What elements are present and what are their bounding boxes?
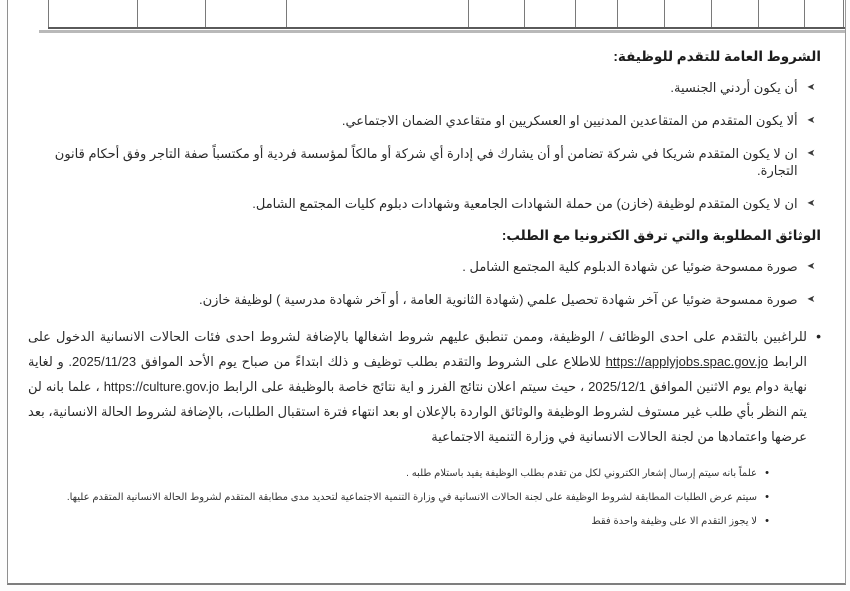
table-cell [618, 0, 665, 27]
note-text: سيتم عرض الطلبات المطابقة لشروط الوظيفة على لجنة الحالات الانسانية في وزارة التنمية الاجتماعية لتحديد مدى مطابقة المتقدم لشروط الحالة الانسانية المتقدم عليها. [66, 492, 757, 503]
arrow-bullet-icon: ➤ [806, 198, 815, 209]
list-item-text: ألا يكون المتقدم من المتقاعدين المدنيين او العسكريين او متقاعدي الضمان الاجتماعي. [341, 113, 798, 128]
table-cell [576, 0, 618, 27]
paragraph-text [28, 324, 807, 449]
table-shadow-line [39, 30, 845, 33]
table-cell [665, 0, 712, 27]
table-cell [712, 0, 759, 27]
table-cell [206, 0, 287, 27]
list-item-text: أن يكون أردني الجنسية. [670, 80, 798, 95]
table-cell [525, 0, 576, 27]
arrow-bullet-icon: ➤ [806, 261, 815, 272]
bullet-icon: • [816, 328, 821, 344]
job-table-bottom-row [48, 0, 845, 29]
note-item [28, 515, 769, 528]
table-cell [48, 0, 138, 27]
section-title-required-documents: الوثائق المطلوبة والتي ترفق الكترونيا مع الطلب: [501, 228, 821, 243]
list-item-text: ان لا يكون المتقدم شريكا في شركة تضامن أو أن يشارك في إدارة أي شركة أو مالكاً لمؤسسة فردية أو مكتسباً صفة التاجر وفق أحكام قانون التجارة. [54, 146, 798, 178]
list-item [28, 195, 815, 212]
arrow-bullet-icon: ➤ [806, 148, 815, 159]
list-item [28, 258, 815, 275]
list-item [28, 79, 815, 96]
applyjobs-link[interactable]: https://applyjobs.spac.gov.jo [605, 354, 768, 369]
list-item-text: ان لا يكون المتقدم لوظيفة (خازن) من حملة الشهادات الجامعية وشهادات دبلوم كليات المجتمع الشامل. [252, 196, 798, 211]
note-text: علماً بانه سيتم إرسال إشعار الكتروني لكل من تقدم بطلب الوظيفة يفيد باستلام طلبه . [406, 468, 757, 479]
table-cell [805, 0, 844, 27]
note-item [28, 491, 769, 504]
notes-list [28, 467, 769, 528]
arrow-bullet-icon: ➤ [806, 115, 815, 126]
table-cell [138, 0, 206, 27]
note-text: لا يجوز التقدم الا على وظيفة واحدة فقط [591, 516, 757, 527]
application-instructions-paragraph [28, 324, 821, 449]
bullet-icon: • [765, 467, 769, 479]
list-item [28, 145, 815, 179]
section-title-general-conditions: الشروط العامة للتقدم للوظيفة: [613, 49, 821, 64]
paragraph-part2: للاطلاع على الشروط والتقدم بطلب توظيف و ذلك ابتداءً من صباح يوم الأحد الموافق 2025/11/23. و لغاية نهاية دوام يوم الاثنين الموافق 2025/12/1 ، حيث سيتم اعلان نتائج الفرز و اية نتائج خاصة بالوظيفة على الرابط [28, 354, 808, 394]
culture-gov-link[interactable]: https://culture.gov.jo [103, 379, 220, 394]
table-cell [287, 0, 469, 27]
arrow-bullet-icon: ➤ [806, 82, 815, 93]
list-item [28, 291, 815, 308]
note-item [28, 467, 769, 480]
arrow-bullet-icon: ➤ [806, 294, 815, 305]
document-body [8, 33, 845, 528]
list-item-text: صورة ممسوحة ضوئيا عن آخر شهادة تحصيل علمي (شهادة الثانوية العامة ، أو آخر شهادة مدرسية ) لوظيفة خازن. [198, 292, 798, 307]
table-cell [469, 0, 525, 27]
bullet-icon: • [765, 491, 769, 503]
page-border-frame [7, 0, 846, 585]
list-item-text: صورة ممسوحة ضوئيا عن شهادة الدبلوم كلية المجتمع الشامل . [462, 259, 798, 274]
table-cell [759, 0, 805, 27]
bullet-icon: • [765, 515, 769, 527]
list-item [28, 112, 815, 129]
paragraph-part3: ، علما بانه لن يتم النظر بأي طلب غير مستوف لشروط الوظيفة والوثائق الواردة بالإعلان او بعد انتهاء فترة استقبال الطلبات، بالإضافة لشروط الحالة الانسانية، بعد عرضها واعتمادها من لجنة الحالات الانسانية في وزارة التنمية الاجتماعية [28, 379, 807, 444]
paragraph-part1: للراغبين بالتقدم على احدى الوظائف / الوظيفة، وممن تنطبق عليهم شروط اشغالها بالإضافة لشروط احدى فئات الحالات الانسانية الدخول على الرابط [28, 329, 807, 369]
